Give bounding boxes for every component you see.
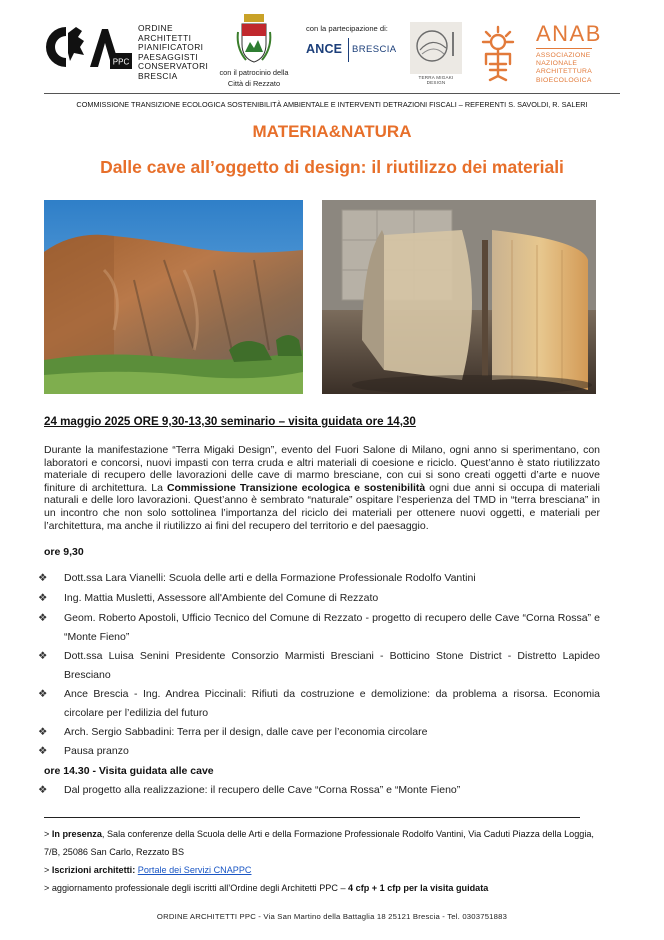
quarry-cliff-image [44, 200, 303, 394]
bullet-icon: ❖ [38, 572, 48, 584]
program-item-text: Pausa pranzo [64, 745, 129, 757]
bullet-icon: ❖ [38, 688, 48, 700]
anab-title: ANAB [536, 21, 602, 46]
cnappc-portal-link[interactable]: Portale dei Servizi CNAPPC [137, 865, 252, 875]
anab-line: ASSOCIAZIONE [536, 52, 591, 59]
terra-migaki-logo [410, 22, 462, 85]
program-item [38, 589, 600, 608]
bullet-icon: ❖ [38, 612, 48, 624]
anab-line: NAZIONALE [536, 60, 578, 68]
program-time-morning: ore 9,30 [44, 546, 84, 558]
anab-logo [536, 22, 606, 85]
rezzato-patrocinio [214, 14, 294, 94]
terra-migaki-label: TERRA MIGAKI DESIGN [418, 75, 454, 85]
program-item [38, 569, 600, 588]
ance-separator [348, 38, 349, 62]
program-item [38, 685, 600, 722]
svg-text:PPC: PPC [112, 57, 130, 67]
bullet-icon: ❖ [38, 592, 48, 604]
note-aggiornamento [44, 880, 604, 898]
anab-mark-icon [468, 24, 528, 82]
rezzato-crest-icon [236, 14, 272, 64]
program-time-afternoon: ore 14.30 - Visita guidata alle cave [44, 765, 214, 777]
program-item-text: Ance Brescia - Ing. Andrea Piccinali: Rifiuti da costruzione e demolizione: da problema a risorsa. Economia circolare per l’edilizia del futuro [64, 688, 600, 719]
program-item [38, 647, 600, 684]
header-divider [44, 93, 620, 94]
program-item [38, 723, 600, 742]
note-text: , Sala conferenze della Scuola delle Arti e della Formazione Professionale Rodolfo Vantini, Via Caduti Piazza della Loggia, 7/B, 25086 San Carlo, Rezzato BS [44, 829, 594, 857]
note-bold: Iscrizioni architetti: [51, 865, 136, 875]
program-item-text: Dott.ssa Luisa Senini Presidente Consorzio Marmisti Bresciani - Botticino Stone District - Distretto Lapideo Bresciano [64, 650, 600, 681]
note-prefix: > [44, 865, 52, 875]
bullet-icon: ❖ [38, 726, 48, 738]
intro-paragraph [44, 444, 600, 532]
note-bold: 4 cfp + 1 cfp per la visita guidata [348, 883, 489, 893]
oappc-mark-icon [44, 25, 132, 69]
program-item [38, 781, 600, 800]
oappc-word: PIANIFICATORI [138, 42, 204, 53]
patrocinio-line: con il patrocinio della [219, 68, 289, 77]
ance-brescia-logo [306, 42, 406, 64]
oappc-word: ORDINE [138, 23, 173, 33]
ance-word: ANCE [306, 42, 343, 56]
curved-wall-installation-image [322, 200, 596, 394]
note-bold: In presenza [51, 829, 102, 839]
page-subtitle: Dalle cave all’oggetto di design: il riutilizzo dei materiali [100, 157, 564, 177]
note-presenza [44, 826, 604, 861]
installation-photo [322, 200, 596, 394]
notes-divider [44, 817, 580, 818]
anab-line: ARCHITETTURA [536, 68, 593, 76]
bullet-icon: ❖ [38, 650, 48, 662]
oappc-word: ARCHITETTI [138, 32, 192, 43]
partecipazione-label: con la partecipazione di: [306, 24, 388, 33]
oappc-word: CONSERVATORI [138, 61, 209, 72]
program-item-text: Ing. Mattia Musletti, Assessore all'Ambiente del Comune di Rezzato [64, 592, 379, 604]
bullet-icon: ❖ [38, 784, 48, 796]
program-item-text: Arch. Sergio Sabbadini: Terra per il design, dalle cave per l’economia circolare [64, 726, 428, 738]
anab-line: BIOECOLOGICA [536, 76, 592, 84]
program-item-text: Dott.ssa Lara Vianelli: Scuola delle arti e della Formazione Professionale Rodolfo Vantini [64, 572, 476, 584]
quarry-photo [44, 200, 303, 394]
oappc-wordmark [138, 24, 208, 82]
page-title: MATERIA&NATURA [252, 122, 412, 141]
intro-bold-commissione: Commissione Transizione ecologica e sostenibilità [166, 481, 426, 494]
event-date-line: 24 maggio 2025 ORE 9,30-13,30 seminario – visita guidata ore 14,30 [44, 415, 416, 428]
program-item-text: Geom. Roberto Apostoli, Ufficio Tecnico del Comune di Rezzato - progetto di recupero delle Cave “Corna Rossa” e “Monte Fieno” [64, 612, 600, 643]
oappc-word: PAESAGGISTI [138, 51, 199, 62]
program-item [38, 742, 600, 761]
note-iscrizioni [44, 862, 604, 880]
ance-city: BRESCIA [352, 44, 397, 55]
patrocinio-text [214, 67, 294, 89]
commissione-line: COMMISSIONE TRANSIZIONE ECOLOGICA SOSTENIBILITÀ AMBIENTALE E INTERVENTI DETRAZIONI FISCALI – REFERENTI S. SAVOLDI, R. SALERI [76, 100, 588, 109]
terra-migaki-mark-icon [410, 22, 462, 74]
program-item [38, 609, 600, 646]
note-prefix: > [44, 829, 52, 839]
intro-text: Durante la manifestazione “Terra Migaki Design”, evento del Fuori Salone di Milano, ogni anno si sperimentano, con laboratori e concorsi, nuovi impasti con terra cruda e altri materiali di coesione e riciclo. Quest’anno è stato riutilizzato materiale di recupero delle lavorazioni delle cave di marmo bresciane, con cui si sono creati oggetti d’arte e nuove finiture di architettura. La [44, 444, 600, 494]
oappc-word: BRESCIA [138, 70, 178, 81]
anab-rule [536, 48, 592, 49]
oappc-logo [44, 22, 209, 81]
intro-text: ogni due anni si occupa di materiali naturali e delle loro lavorazioni. Quest’anno è sembrato “naturale” ospitare l’esperienza del TMD in “terra bresciana” in un incontro che non solo sottolinea l’importanza del riciclo dei materiali per ottenere nuovi oggetti, e materiali per l’architettura, ma anche il riutilizzo ai fini del recupero del territorio e del paesaggio. [44, 481, 601, 532]
bullet-icon: ❖ [38, 745, 48, 757]
footer-address: ORDINE ARCHITETTI PPC - Via San Martino della Battaglia 18 25121 Brescia - Tel. 0303751883 [156, 912, 508, 921]
program-item-text: Dal progetto alla realizzazione: il recupero delle Cave “Corna Rossa” e “Monte Fieno” [64, 784, 461, 796]
patrocinio-city: Città di Rezzato [227, 79, 281, 88]
note-text: > aggiornamento professionale degli iscritti all’Ordine degli Architetti PPC – [44, 883, 349, 893]
